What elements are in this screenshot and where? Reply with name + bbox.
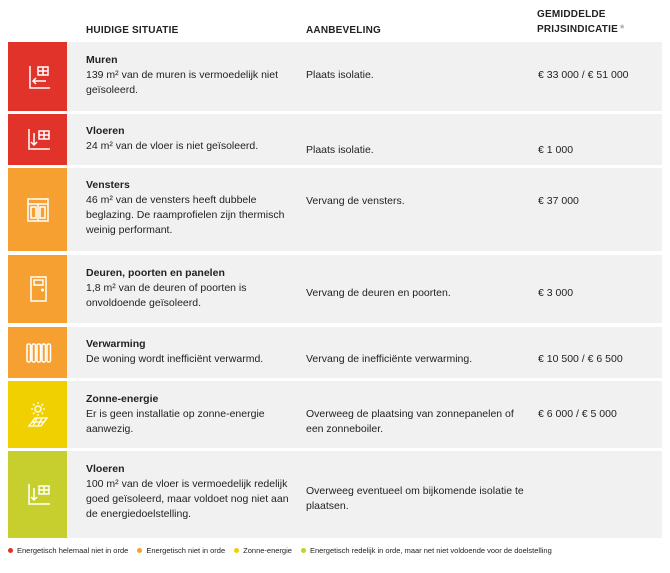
row-title: Vloeren (86, 125, 125, 137)
strip-red (8, 42, 67, 111)
legend (8, 543, 668, 557)
table-header (0, 0, 670, 40)
door-icon (23, 274, 53, 304)
table-row-doors (8, 255, 662, 323)
row-price: € 6 000 / € 5 000 (538, 408, 617, 420)
legend-dot (301, 548, 306, 553)
row-recommendation: Overweeg de plaatsing van zonnepanelen of een zonneboiler. (306, 408, 514, 435)
window-icon (23, 195, 53, 225)
legend-item (8, 546, 128, 555)
table-row-walls (8, 42, 662, 111)
header-price-indication (537, 8, 662, 37)
header-price-line1: GEMIDDELDE (537, 9, 606, 20)
row-situation: 139 m² van de muren is vermoedelijk niet geïsoleerd. (86, 69, 279, 96)
legend-dot (8, 548, 13, 553)
table-row-windows (8, 168, 662, 251)
row-price: € 3 000 (538, 287, 574, 299)
header-current-situation: HUIDIGE SITUATIE (86, 25, 179, 36)
row-title: Muren (86, 54, 118, 66)
row-title: Vensters (86, 179, 130, 191)
row-situation: 100 m² van de vloer is vermoedelijk redelijk goed geïsoleerd, maar voldoet nog niet aan de energiedoelstelling. (86, 478, 289, 520)
legend-dot (234, 548, 239, 553)
strip-lime (8, 451, 67, 538)
strip-orange (8, 168, 67, 251)
solar-panel-icon (23, 400, 53, 430)
row-title: Vloeren (86, 463, 125, 475)
legend-item (137, 546, 225, 555)
row-title: Verwarming (86, 338, 146, 350)
legend-label: Energetisch redelijk in orde, maar net niet voldoende voor de doelstelling (309, 545, 552, 555)
legend-item (301, 546, 552, 555)
table-row-heating (8, 327, 662, 378)
legend-label: Zonne-energie (243, 545, 292, 555)
row-title: Deuren, poorten en panelen (86, 267, 225, 279)
table-row-floors-2 (8, 451, 662, 538)
row-recommendation: Overweeg eventueel om bijkomende isolatie te plaatsen. (306, 485, 524, 512)
legend-label: Energetisch helemaal niet in orde (17, 545, 129, 555)
legend-label: Energetisch niet in orde (146, 545, 226, 555)
header-price-footnote-mark: * (619, 23, 625, 35)
floor-insulation-icon (23, 480, 53, 510)
row-price: € 10 500 / € 6 500 (538, 353, 623, 365)
radiator-icon (23, 338, 53, 368)
header-recommendation: AANBEVELING (306, 25, 381, 36)
row-situation: 1,8 m² van de deuren of poorten is onvoldoende geïsoleerd. (86, 282, 247, 309)
wall-insulation-icon (23, 62, 53, 92)
table-row-solar (8, 381, 662, 448)
row-recommendation: Plaats isolatie. (306, 69, 374, 81)
row-situation: 46 m² van de vensters heeft dubbele beglazing. De raamprofielen zijn thermisch weinig performant. (86, 194, 285, 236)
strip-yellow (8, 381, 67, 448)
row-price: € 37 000 (538, 195, 579, 207)
table-row-floors (8, 114, 662, 165)
floor-insulation-icon (23, 125, 53, 155)
row-recommendation: Vervang de deuren en poorten. (306, 287, 451, 299)
row-recommendation: Vervang de vensters. (306, 195, 405, 207)
row-price: € 1 000 (538, 144, 574, 156)
row-situation: 24 m² van de vloer is niet geïsoleerd. (86, 140, 259, 152)
row-recommendation: Vervang de inefficiënte verwarming. (306, 353, 473, 365)
strip-orange (8, 327, 67, 378)
strip-red (8, 114, 67, 165)
legend-dot (137, 548, 142, 553)
row-recommendation: Plaats isolatie. (306, 144, 374, 156)
row-situation: Er is geen installatie op zonne-energie aanwezig. (86, 408, 265, 435)
legend-item (234, 546, 292, 555)
row-price: € 33 000 / € 51 000 (538, 69, 629, 81)
strip-orange (8, 255, 67, 323)
row-title: Zonne-energie (86, 393, 159, 405)
header-price-line2: PRIJSINDICATIE (537, 24, 618, 35)
row-situation: De woning wordt inefficiënt verwarmd. (86, 353, 264, 365)
